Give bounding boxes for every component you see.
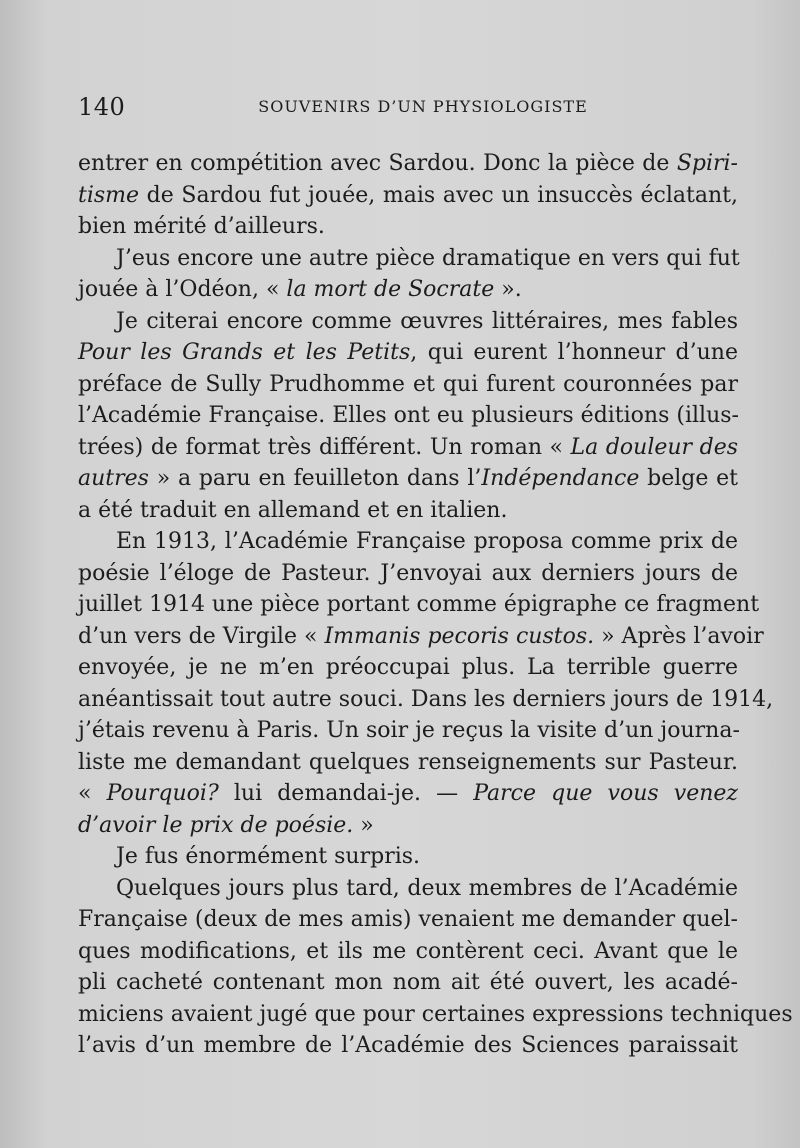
italic-segment: Spiri- [676,151,738,176]
text-segment: » Après l’avoir [594,623,764,649]
text-line [78,715,738,747]
text-segment: miciens avaient jugé que pour certaines expressions techniques [78,1001,793,1027]
text-segment: entrer en compétition avec Sardou. Donc la pièce de [78,151,677,176]
italic-segment: la mort de Socrate [286,277,495,302]
body-text [78,148,793,1062]
text-line [78,463,738,495]
text-segment: En 1913, l’Académie Française proposa comme prix de [116,529,738,554]
text-segment: juillet 1914 une pièce portant comme épigraphe ce fragment [78,592,760,617]
text-line [78,652,738,684]
italic-segment: Pour les Grands et les Petits [78,340,411,365]
text-segment: anéantissait tout autre souci. Dans les derniers jours de 1914, [78,686,774,712]
text-line [78,810,738,842]
text-line [78,967,738,999]
text-line [78,274,738,306]
text-line [78,999,793,1031]
text-segment: l’avis d’un membre de l’Académie des Sciences paraissait [78,1033,738,1058]
text-line [78,400,738,432]
text-line [78,873,738,905]
running-head: SOUVENIRS D’UN PHYSIOLOGISTE [258,97,588,116]
text-segment: Française (deux de mes amis) venaient me demander quel- [78,907,738,932]
italic-segment: Pourquoi? [106,781,219,806]
text-segment: , qui eurent l’honneur d’une [410,340,738,365]
text-segment: Je fus énormément surpris. [116,844,421,869]
text-segment: liste me demandant quelques renseignements sur Pasteur. [78,749,738,775]
italic-segment: tisme [78,182,140,208]
text-segment: jouée à l’Odéon, « [78,277,287,302]
text-segment: ques modifications, et ils me contèrent ceci. Avant que le [78,938,738,964]
text-segment: bien mérité d’ailleurs. [78,214,325,239]
text-line [78,1030,738,1062]
italic-segment: Indépendance [481,466,640,491]
text-line [78,589,760,621]
text-line [78,841,738,873]
text-segment: de Sardou fut jouée, mais avec un insuccès éclatant, [139,182,738,208]
text-line [78,778,738,810]
text-segment: » [353,812,374,838]
text-segment: J’eus encore une autre pièce dramatique en vers qui fut [116,245,740,271]
text-segment: a été traduit en allemand et en italien. [78,497,508,523]
italic-segment: Parce que vous venez [473,781,738,806]
text-line [78,369,738,401]
text-line [78,936,738,968]
italic-segment: Immanis pecoris custos. [324,623,595,649]
text-line [78,495,738,527]
text-segment: préface de Sully Prudhomme et qui furent couronnées par [78,371,738,397]
text-segment: trées) de format très différent. Un roman « [78,434,571,460]
text-segment: Je citerai encore comme œuvres littéraires, mes fables [116,308,738,334]
text-segment: belge et [639,466,738,491]
text-line [78,558,738,590]
italic-segment: d’avoir le prix de poésie. [78,812,354,838]
text-segment: ». [494,277,522,302]
text-line [78,432,738,464]
text-line [78,180,738,212]
text-segment: l’Académie Française. Elles ont eu plusieurs éditions (illus- [78,403,739,428]
text-segment: envoyée, je ne m’en préoccupai plus. La terrible guerre [78,655,738,680]
text-line [78,211,738,243]
text-line [78,904,738,936]
text-segment: Quelques jours plus tard, deux membres de l’Académie [116,875,738,901]
page-header [78,92,740,122]
text-line [78,148,738,180]
text-line [78,747,738,779]
text-segment: pli cacheté contenant mon nom ait été ouvert, les acadé- [78,970,738,995]
text-line [78,337,738,369]
text-segment: poésie l’éloge de Pasteur. J’envoyai aux derniers jours de [78,560,738,586]
text-line [78,306,738,338]
text-line [78,621,764,653]
text-segment: » a paru en feuilleton dans l’ [148,466,482,491]
page-number: 140 [78,93,126,121]
text-line [78,243,738,275]
text-segment: « [78,781,107,806]
text-line [78,684,774,716]
text-segment: d’un vers de Virgile « [78,623,325,649]
italic-segment: La douleur des [570,434,739,460]
text-segment: lui demandai-je. — [218,781,474,806]
italic-segment: autres [78,466,149,491]
text-segment: j’étais revenu à Paris. Un soir je reçus la visite d’un journa- [78,718,740,743]
text-line [78,526,738,558]
